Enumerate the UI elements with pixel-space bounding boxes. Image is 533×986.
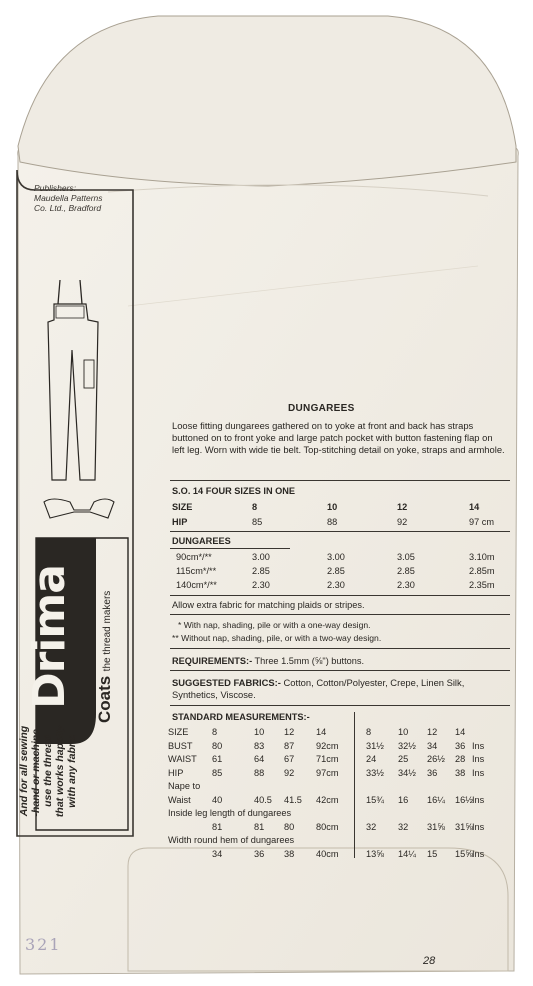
cell: 2.30 bbox=[397, 580, 415, 590]
measurement-ins-cell: 36 bbox=[427, 767, 438, 778]
pattern-title: DUNGAREES bbox=[288, 403, 355, 414]
measurement-cm-cell: 40 bbox=[212, 794, 223, 805]
measurement-cm-cell: 10 bbox=[254, 727, 265, 737]
slogan-line: -hand or machine- bbox=[30, 725, 42, 817]
slogan-line: that works happily bbox=[54, 724, 66, 818]
measurement-ins-cell: 33½ bbox=[366, 767, 384, 778]
measurement-label: WAIST bbox=[168, 754, 197, 764]
cell: 3.10m bbox=[469, 552, 495, 562]
fabrics-text: Cotton, Cotton/Polyester, Crepe, Linen Silk, Synthetics, Viscose. bbox=[172, 677, 465, 701]
measurement-ins-cell: 32½ bbox=[398, 740, 416, 751]
measurement-ins-cell: 16 bbox=[398, 794, 409, 805]
divider bbox=[170, 648, 510, 649]
measurement-ins-cell: 32 bbox=[398, 821, 409, 832]
measurement-cm-cell: 64 bbox=[254, 754, 265, 764]
publisher-line: Publishers: bbox=[34, 183, 77, 193]
allow-note: Allow extra fabric for matching plaids or stripes. bbox=[172, 600, 365, 610]
measurement-cm-cell: 88 bbox=[254, 767, 265, 778]
pattern-description: Loose fitting dungarees gathered on to yoke at front and back has straps buttoned on to front yoke and large patch pocket with button fastening flap on left leg. Worn with wide tie belt. Top-stitching detail on yoke, straps and armhole. bbox=[172, 420, 505, 456]
nap-note: * With nap, shading, pile or with a one-way design. bbox=[178, 620, 371, 630]
measurement-ins-cell: 31⅝ bbox=[455, 821, 473, 832]
measurement-cm-cell: 81 bbox=[254, 821, 265, 832]
measurement-cm-cell: 83 bbox=[254, 740, 265, 751]
cell: 2.85 bbox=[252, 566, 270, 576]
nap-note: ** Without nap, shading, pile, or with a two-way design. bbox=[172, 633, 382, 643]
measurement-ins-cell: 15 bbox=[427, 848, 438, 859]
measurement-ins-cell: 14¼ bbox=[398, 848, 416, 859]
measurement-cm-cell: 97cm bbox=[316, 767, 339, 778]
measurement-cm-cell: 38 bbox=[284, 848, 295, 859]
cell: 92 bbox=[397, 517, 408, 527]
cell: 85 bbox=[252, 517, 263, 527]
measurement-ins-cell: 15⅝ bbox=[455, 848, 473, 859]
requirements bbox=[172, 656, 364, 666]
fabric-header: DUNGAREES bbox=[172, 536, 231, 546]
measurement-cm-cell: 81 bbox=[212, 821, 223, 832]
measurement-ins-cell: 31⅝ bbox=[427, 821, 445, 832]
requirements-text: Three 1.5mm (⅝") buttons. bbox=[254, 656, 365, 666]
page-number: 28 bbox=[423, 955, 436, 967]
cell: 2.85 bbox=[327, 566, 345, 576]
measurement-cm-cell: 8 bbox=[212, 727, 218, 737]
measurement-ins-cell: Ins bbox=[472, 848, 485, 859]
measurement-label: Inside leg length of dungarees bbox=[168, 808, 292, 818]
row-label: 140cm*/** bbox=[176, 580, 217, 590]
size-header: S.O. 14 FOUR SIZES IN ONE bbox=[172, 486, 296, 496]
cell: 97 cm bbox=[469, 517, 495, 527]
measurement-label: SIZE bbox=[168, 727, 189, 737]
measurement-cm-cell: 92 bbox=[284, 767, 295, 778]
measurement-ins-cell: 38 bbox=[455, 767, 466, 778]
brand-block bbox=[18, 534, 132, 834]
publisher-line: Maudella Patterns bbox=[34, 193, 103, 203]
measurement-ins-cell: 10 bbox=[398, 727, 409, 737]
divider bbox=[170, 670, 510, 671]
measurement-cm-cell: 36 bbox=[254, 848, 265, 859]
divider bbox=[170, 705, 510, 706]
measurement-label: Waist bbox=[168, 794, 191, 805]
measurement-cm-cell: 87 bbox=[284, 740, 295, 751]
brand-maker: Coats bbox=[95, 675, 114, 723]
cell: 2.30 bbox=[252, 580, 270, 590]
cell: 2.85 bbox=[397, 566, 415, 576]
cell: 2.30 bbox=[327, 580, 345, 590]
cell: 3.05 bbox=[397, 552, 415, 562]
row-label: HIP bbox=[172, 517, 188, 527]
row-label: 90cm*/** bbox=[176, 552, 212, 562]
measurements-table bbox=[168, 727, 512, 867]
cell: 12 bbox=[397, 502, 408, 512]
divider bbox=[170, 595, 510, 596]
handwritten-note: 321 bbox=[25, 935, 62, 954]
measurement-ins-cell: Ins bbox=[472, 794, 485, 805]
measurement-label: Width round hem of dungarees bbox=[168, 835, 295, 845]
cell: 3.00 bbox=[252, 552, 270, 562]
measurement-cm-cell: 71cm bbox=[316, 754, 339, 764]
measurement-cm-cell: 40cm bbox=[316, 848, 339, 859]
dungaree-sketch bbox=[40, 280, 120, 520]
measurement-ins-cell: Ins bbox=[472, 740, 485, 751]
measurement-cm-cell: 40.5 bbox=[254, 794, 272, 805]
measurement-cm-cell: 92cm bbox=[316, 740, 339, 751]
measurement-cm-cell: 80cm bbox=[316, 821, 339, 832]
cell: 88 bbox=[327, 517, 338, 527]
measurement-cm-cell: 14 bbox=[316, 727, 327, 737]
measurement-ins-cell: 26½ bbox=[427, 754, 445, 764]
measurement-ins-cell: 34½ bbox=[398, 767, 416, 778]
slogan-line: use the thread bbox=[42, 735, 54, 807]
measurement-cm-cell: 80 bbox=[212, 740, 223, 751]
cell: 2.85m bbox=[469, 566, 495, 576]
measurement-ins-cell: 32 bbox=[366, 821, 377, 832]
measurement-label: Nape to bbox=[168, 781, 201, 791]
cell: 3.00 bbox=[327, 552, 345, 562]
measurement-label: BUST bbox=[168, 740, 193, 751]
measurement-cm-cell: 41.5 bbox=[284, 794, 302, 805]
measurement-ins-cell: 28 bbox=[455, 754, 466, 764]
measurement-ins-cell: 14 bbox=[455, 727, 466, 737]
suggested-fabrics bbox=[172, 677, 507, 701]
measurement-ins-cell: Ins bbox=[472, 821, 485, 832]
measurement-cm-cell: 34 bbox=[212, 848, 223, 859]
divider bbox=[170, 531, 510, 532]
divider bbox=[170, 480, 510, 481]
measurement-ins-cell: Ins bbox=[472, 767, 485, 778]
slogan-line: with any fabric bbox=[66, 734, 78, 808]
cell: 8 bbox=[252, 502, 258, 512]
divider bbox=[170, 548, 290, 549]
publisher-line: Co. Ltd., Bradford bbox=[34, 203, 102, 213]
brand-name: Drima bbox=[24, 565, 75, 709]
measurement-ins-cell: 31½ bbox=[366, 740, 384, 751]
row-label: 115cm*/** bbox=[176, 566, 217, 576]
brand-maker-tagline: the thread makers bbox=[102, 590, 113, 672]
measurement-ins-cell: 12 bbox=[427, 727, 438, 737]
measurement-label: HIP bbox=[168, 767, 184, 778]
cell: 10 bbox=[327, 502, 338, 512]
measurement-ins-cell: Ins bbox=[472, 754, 485, 764]
requirements-label: REQUIREMENTS:- bbox=[172, 656, 253, 666]
measurement-cm-cell: 12 bbox=[284, 727, 295, 737]
measurements-header: STANDARD MEASUREMENTS:- bbox=[172, 712, 310, 722]
measurement-ins-cell: 16½ bbox=[455, 794, 473, 805]
slogan-line: And for all sewing bbox=[18, 725, 30, 817]
measurement-cm-cell: 80 bbox=[284, 821, 295, 832]
cell: 14 bbox=[469, 502, 480, 512]
cell: 2.35m bbox=[469, 580, 495, 590]
measurement-ins-cell: 36 bbox=[455, 740, 466, 751]
measurement-ins-cell: 24 bbox=[366, 754, 377, 764]
measurement-ins-cell: 16¼ bbox=[427, 794, 445, 805]
fabrics-label: SUGGESTED FABRICS:- bbox=[172, 677, 281, 688]
measurement-cm-cell: 85 bbox=[212, 767, 223, 778]
measurement-ins-cell: 15¾ bbox=[366, 794, 384, 805]
divider bbox=[170, 614, 510, 615]
measurement-cm-cell: 61 bbox=[212, 754, 223, 764]
measurement-cm-cell: 67 bbox=[284, 754, 295, 764]
measurement-ins-cell: 8 bbox=[366, 727, 372, 737]
measurement-cm-cell: 42cm bbox=[316, 794, 339, 805]
row-label: SIZE bbox=[172, 502, 193, 512]
measurement-ins-cell: 34 bbox=[427, 740, 438, 751]
measurement-ins-cell: 25 bbox=[398, 754, 409, 764]
measurement-ins-cell: 13⅝ bbox=[366, 848, 384, 859]
